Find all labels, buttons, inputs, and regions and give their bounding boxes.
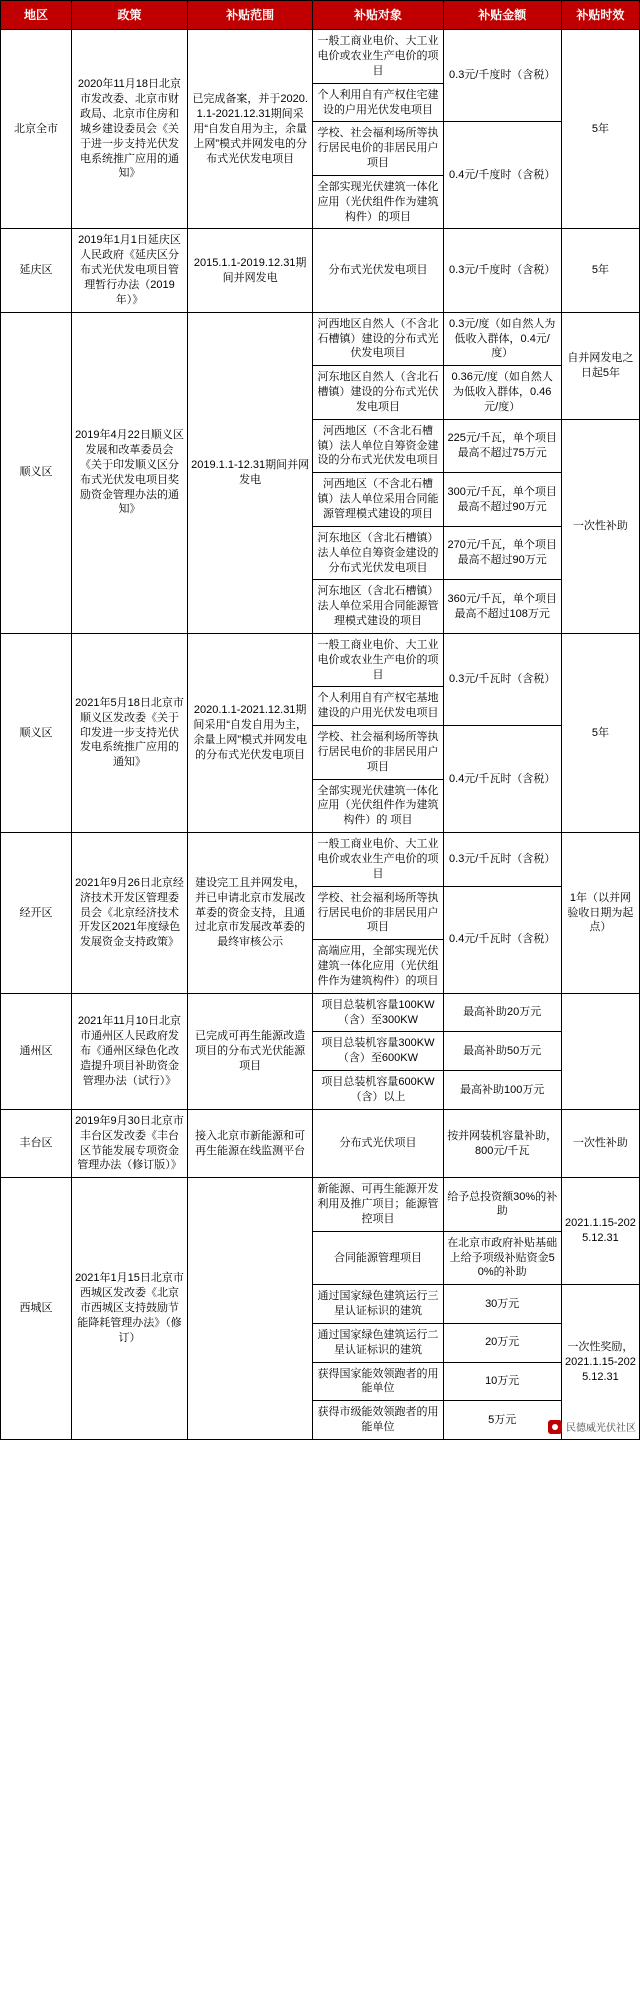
cell-target: 合同能源管理项目 <box>313 1231 443 1285</box>
cell-amount: 0.4元/千度时（含税） <box>443 122 561 229</box>
cell-scope: 建设完工且并网发电，并已申请北京市发展改革委的资金支持，且通过北京市发展改革委的最终审核公示 <box>187 833 312 994</box>
cell-target: 河西地区（不含北石槽镇）法人单位采用合同能源管理模式建设的项目 <box>313 473 443 527</box>
cell-scope <box>187 1178 312 1440</box>
cell-region: 延庆区 <box>1 229 72 312</box>
cell-amount: 最高补助20万元 <box>443 993 561 1032</box>
column-header-period: 补贴时效 <box>561 1 639 30</box>
cell-amount: 360元/千瓦，单个项目最高不超过108万元 <box>443 580 561 634</box>
cell-amount: 在北京市政府补贴基础上给予项级补贴资金50%的补助 <box>443 1231 561 1285</box>
column-header-scope: 补贴范围 <box>187 1 312 30</box>
table-header <box>1 1 640 30</box>
cell-target: 河西地区（不含北石槽镇）法人单位自筹资金建设的分布式光伏发电项目 <box>313 419 443 473</box>
cell-target: 项目总装机容量100KW（含）至300KW <box>313 993 443 1032</box>
cell-amount: 给予总投资额30%的补助 <box>443 1178 561 1232</box>
cell-target: 个人利用自有产权宅基地建设的户用光伏发电项目 <box>313 687 443 726</box>
cell-amount: 5万元 <box>443 1401 561 1440</box>
cell-amount: 300元/千瓦，单个项目最高不超过90万元 <box>443 473 561 527</box>
cell-target: 学校、社会福利场所等执行居民电价的非居民用户项目 <box>313 122 443 176</box>
table-body <box>1 30 640 1440</box>
cell-region: 西城区 <box>1 1178 72 1440</box>
cell-target: 项目总装机容量300KW（含）至600KW <box>313 1032 443 1071</box>
cell-amount: 0.4元/千瓦时（含税） <box>443 726 561 833</box>
cell-target: 河东地区（含北石槽镇）法人单位采用合同能源管理模式建设的项目 <box>313 580 443 634</box>
cell-period: 一次性补助 <box>561 1109 639 1177</box>
cell-target: 学校、社会福利场所等执行居民电价的非居民用户项目 <box>313 726 443 780</box>
cell-period <box>561 993 639 1109</box>
cell-amount: 0.4元/千瓦时（含税） <box>443 886 561 993</box>
table-row <box>1 1109 640 1177</box>
column-header-region: 地区 <box>1 1 72 30</box>
table-header-row <box>1 1 640 30</box>
cell-target: 获得市级能效领跑者的用能单位 <box>313 1401 443 1440</box>
cell-policy: 2021年5月18日北京市顺义区发改委《关于印发进一步支持光伏发电系统推广应用的通知》 <box>72 633 188 832</box>
table-row <box>1 30 640 84</box>
cell-target: 一般工商业电价、大工业电价或农业生产电价的项目 <box>313 30 443 84</box>
cell-policy: 2019年9月30日北京市丰台区发改委《丰台区节能发展专项资金管理办法（修订版）》 <box>72 1109 188 1177</box>
column-header-policy: 政策 <box>72 1 188 30</box>
table-row <box>1 833 640 887</box>
cell-period: 5年 <box>561 633 639 832</box>
cell-region: 北京全市 <box>1 30 72 229</box>
cell-target: 分布式光伏项目 <box>313 1109 443 1177</box>
cell-target: 个人利用自有产权住宅建设的户用光伏发电项目 <box>313 83 443 122</box>
cell-scope: 2015.1.1-2019.12.31期间并网发电 <box>187 229 312 312</box>
cell-amount: 0.3元/千瓦时（含税） <box>443 833 561 887</box>
cell-target: 获得国家能效领跑者的用能单位 <box>313 1362 443 1401</box>
cell-amount: 20万元 <box>443 1323 561 1362</box>
table-row <box>1 993 640 1032</box>
cell-amount: 30万元 <box>443 1285 561 1324</box>
cell-scope: 2019.1.1-12.31期间并网发电 <box>187 312 312 633</box>
table-row <box>1 312 640 366</box>
watermark-logo-icon <box>548 1420 562 1434</box>
cell-amount: 最高补助50万元 <box>443 1032 561 1071</box>
table-row <box>1 633 640 687</box>
cell-target: 一般工商业电价、大工业电价或农业生产电价的项目 <box>313 833 443 887</box>
cell-target: 一般工商业电价、大工业电价或农业生产电价的项目 <box>313 633 443 687</box>
cell-target: 项目总装机容量600KW（含）以上 <box>313 1071 443 1110</box>
cell-amount: 0.36元/度（如自然人为低收入群体，0.46元/度） <box>443 366 561 420</box>
cell-amount: 最高补助100万元 <box>443 1071 561 1110</box>
cell-target: 高端应用，全部实现光伏建筑一体化应用（光伏组件作为建筑构件）的项目 <box>313 940 443 994</box>
cell-region: 顺义区 <box>1 633 72 832</box>
cell-period: 一次性奖励，2021.1.15-2025.12.31 <box>561 1285 639 1440</box>
cell-period: 2021.1.15-2025.12.31 <box>561 1178 639 1285</box>
cell-region: 丰台区 <box>1 1109 72 1177</box>
cell-policy: 2019年4月22日顺义区发展和改革委员会《关于印发顺义区分布式光伏发电项目奖励资金管理办法的通知》 <box>72 312 188 633</box>
cell-policy: 2021年11月10日北京市通州区人民政府发布《通州区绿色化改造提升项目补助资金管理办法（试行）》 <box>72 993 188 1109</box>
cell-target: 学校、社会福利场所等执行居民电价的非居民用户项目 <box>313 886 443 940</box>
cell-target: 河东地区自然人（含北石槽镇）建设的分布式光伏发电项目 <box>313 366 443 420</box>
cell-amount: 0.3元/度（如自然人为低收入群体，0.4元/度） <box>443 312 561 366</box>
cell-region: 经开区 <box>1 833 72 994</box>
cell-amount: 按并网装机容量补助，800元/千瓦 <box>443 1109 561 1177</box>
cell-target: 河西地区自然人（不含北石槽镇）建设的分布式光伏发电项目 <box>313 312 443 366</box>
cell-period: 一次性补助 <box>561 419 639 633</box>
cell-policy: 2021年1月15日北京市西城区发改委《北京市西城区支持鼓励节能降耗管理办法》（修订） <box>72 1178 188 1440</box>
cell-policy: 2020年11月18日北京市发改委、北京市财政局、北京市住房和城乡建设委员会《关于进一步支持光伏发电系统推广应用的通知》 <box>72 30 188 229</box>
table-row <box>1 229 640 312</box>
cell-target: 分布式光伏发电项目 <box>313 229 443 312</box>
cell-amount: 225元/千瓦，单个项目最高不超过75万元 <box>443 419 561 473</box>
cell-policy: 2021年9月26日北京经济技术开发区管理委员会《北京经济技术开发区2021年度绿色发展资金支持政策》 <box>72 833 188 994</box>
cell-amount: 270元/千瓦，单个项目最高不超过90万元 <box>443 526 561 580</box>
cell-target: 新能源、可再生能源开发利用及推广项目；能源管控项目 <box>313 1178 443 1232</box>
cell-amount: 0.3元/千瓦时（含税） <box>443 633 561 725</box>
cell-target: 全部实现光伏建筑一体化应用（光伏组件作为建筑构件）的项目 <box>313 175 443 229</box>
cell-target: 通过国家绿色建筑运行二星认证标识的建筑 <box>313 1323 443 1362</box>
cell-scope: 已完成备案，并于2020.1.1-2021.12.31期间采用“自发自用为主，余量上网”模式并网发电的分布式光伏发电项目 <box>187 30 312 229</box>
cell-region: 通州区 <box>1 993 72 1109</box>
cell-period: 1年（以并网验收日期为起点） <box>561 833 639 994</box>
cell-target: 河东地区（含北石槽镇）法人单位自筹资金建设的分布式光伏发电项目 <box>313 526 443 580</box>
cell-amount: 10万元 <box>443 1362 561 1401</box>
cell-amount: 0.3元/千度时（含税） <box>443 229 561 312</box>
cell-period: 自并网发电之日起5年 <box>561 312 639 419</box>
cell-scope: 2020.1.1-2021.12.31期间采用“自发自用为主，余量上网”模式并网发电的分布式光伏发电项目 <box>187 633 312 832</box>
table-row <box>1 1178 640 1232</box>
column-header-amount: 补贴金额 <box>443 1 561 30</box>
cell-target: 全部实现光伏建筑一体化应用（光伏组件作为建筑构件）的 项目 <box>313 779 443 833</box>
column-header-target: 补贴对象 <box>313 1 443 30</box>
cell-scope: 已完成可再生能源改造项目的分布式光伏能源项目 <box>187 993 312 1109</box>
cell-region: 顺义区 <box>1 312 72 633</box>
cell-scope: 接入北京市新能源和可再生能源在线监测平台 <box>187 1109 312 1177</box>
cell-amount: 0.3元/千度时（含税） <box>443 30 561 122</box>
cell-policy: 2019年1月1日延庆区人民政府《延庆区分布式光伏发电项目管理暂行办法（2019年）》 <box>72 229 188 312</box>
cell-period: 5年 <box>561 229 639 312</box>
watermark-text: 民德威光伏社区 <box>566 1423 636 1434</box>
cell-target: 通过国家绿色建筑运行三星认证标识的建筑 <box>313 1285 443 1324</box>
cell-period: 5年 <box>561 30 639 229</box>
